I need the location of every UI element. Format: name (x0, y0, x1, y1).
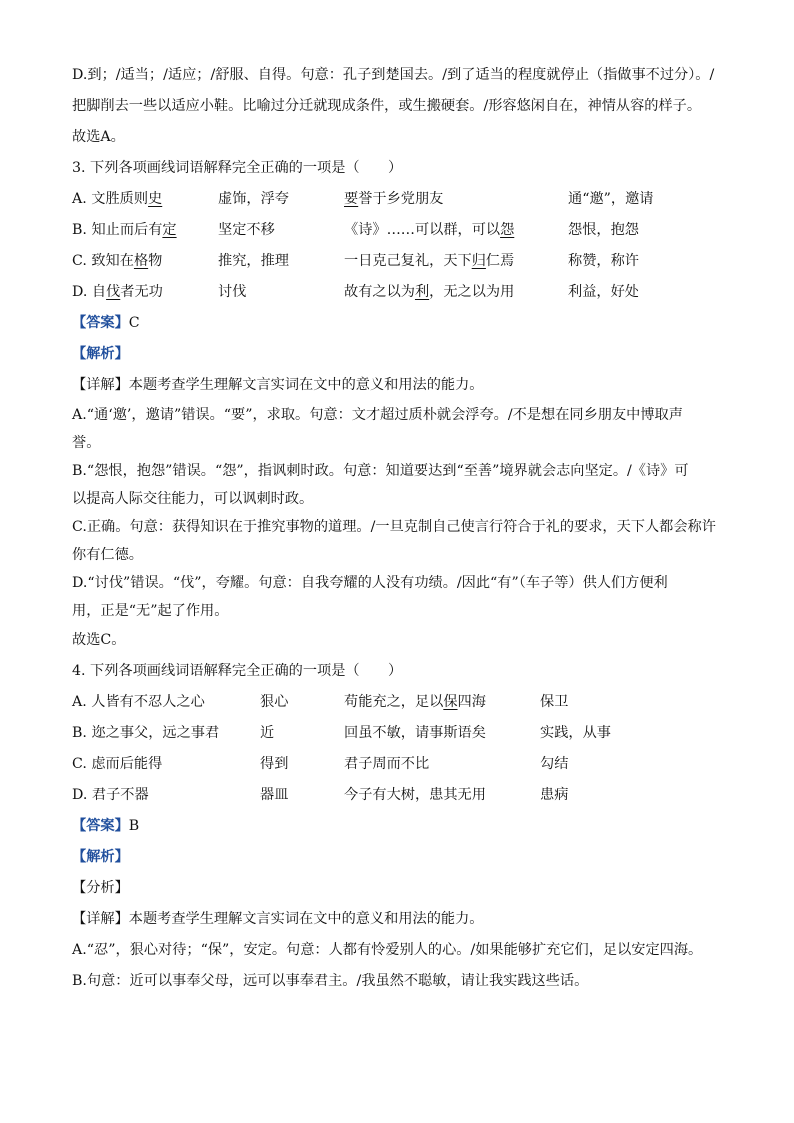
phrase-2: 《诗》……可以群，可以怨 (344, 222, 515, 238)
q3-explanation-line: A.“通‘邀’，邀请”错误。“要”，求取。句意：文才超过质朴就会浮夸。/不是想在同乡朋友中博取声 (72, 407, 683, 423)
q3-explanation-line: 以提高人际交往能力，可以讽刺时政。 (72, 491, 314, 507)
answer-value: C (128, 315, 140, 331)
detail-text: 本题考查学生理解文言实词在文中的意义和用法的能力。 (128, 911, 484, 927)
phrase-2: 要誉于乡党朋友 (344, 191, 444, 207)
q4-option-d (72, 780, 732, 811)
q4-fenxi-heading (72, 873, 732, 904)
marked-word: 迩 (91, 725, 106, 741)
q3-options (72, 184, 732, 308)
explanation-1: 得到 (260, 756, 289, 772)
detail-tag: 【详解】 (72, 911, 129, 927)
q3-explanation-line: C.正确。句意：获得知识在于推究事物的道理。/一旦克制自己使言行符合于礼的要求，天下人都会称许 (72, 519, 716, 535)
q3-option-a (72, 184, 732, 215)
underlined-word: 利 (414, 284, 430, 300)
phrase-1: C. 虑而后能得 (72, 756, 163, 772)
explanation-1: 虚饰，浮夸 (218, 191, 289, 207)
analysis-tag: 【解析】 (72, 849, 129, 865)
explanation-1: 狠心 (260, 694, 289, 710)
answer-value: B (128, 818, 140, 834)
underlined-word: 格 (133, 253, 149, 269)
explanation-2: 通“邀”，邀请 (568, 191, 654, 207)
marked-word: 器 (134, 787, 149, 803)
phrase-1: D. 自伐者无功 (72, 284, 163, 300)
explanation-1: 近 (260, 725, 275, 741)
underlined-word: 伐 (106, 284, 121, 300)
explanation-2: 怨恨，抱怨 (568, 222, 639, 238)
phrase-2: 君子周而不比 (344, 756, 430, 772)
fenxi-tag: 【分析】 (72, 880, 129, 896)
analysis-tag: 【解析】 (72, 346, 129, 362)
q3-detail (72, 370, 732, 401)
q3-option-c (72, 246, 732, 277)
phrase-1: A. 文胜质则史 (72, 191, 163, 207)
q2-explanation-line: D.到；/适当；/适应；/舒服、自得。句意：孔子到楚国去。/到了适当的程度就停止（指做事不过分）。/ (72, 67, 715, 83)
q4-option-b (72, 718, 732, 749)
q3-explanation-line: D.“讨伐”错误。“伐”，夸耀。句意：自我夸耀的人没有功绩。/因此“有”（车子等）供人们方便利 (72, 575, 668, 591)
q3-option-b (72, 215, 732, 246)
explanation-2: 称赞，称许 (568, 253, 639, 269)
marked-word: 得 (148, 756, 163, 772)
explanation-2: 保卫 (540, 694, 569, 710)
underlined-word: 怨 (500, 222, 515, 238)
explanation-2: 实践，从事 (540, 725, 611, 741)
phrase-1: C. 致知在格物 (72, 253, 163, 269)
phrase-1: A. 人皆有不忍人之心 (72, 694, 205, 710)
q3-explanation-line: B.“怨恨，抱怨”错误。“怨”，指讽刺时政。句意：知道要达到“至善”境界就会志向坚定。/《诗》可 (72, 463, 689, 479)
explanation-2: 利益，好处 (568, 284, 639, 300)
explanation-1: 推究，推理 (218, 253, 289, 269)
phrase-2: 苟能充之，足以保四海 (344, 694, 486, 710)
underlined-word: 要 (344, 191, 359, 207)
detail-text: 本题考查学生理解文言实词在文中的意义和用法的能力。 (128, 377, 484, 393)
q4-analysis-heading (72, 842, 732, 873)
explanation-1: 讨伐 (218, 284, 247, 300)
phrase-2: 今子有大树，患其无用 (344, 787, 486, 803)
q4-explanation-line: B.句意：近可以事奉父母，远可以事奉君主。/我虽然不聪敏，请让我实践这些话。 (72, 973, 589, 989)
q2-choice: 故选A。 (72, 129, 125, 145)
explanation-2: 勾结 (540, 756, 569, 772)
q4-explanation-line: A.“忍”，狠心对待；“保”，安定。句意：人都有怜爱别人的心。/如果能够扩充它们，足以安定四海。 (72, 942, 703, 958)
q3-option-d (72, 277, 732, 308)
phrase-1: D. 君子不器 (72, 787, 149, 803)
q4-stem: 4. 下列各项画线词语解释完全正确的一项是（ ） (72, 663, 403, 679)
explanation-1: 器皿 (260, 787, 289, 803)
q4-options (72, 687, 732, 811)
detail-tag: 【详解】 (72, 377, 129, 393)
q3-choice: 故选C。 (72, 632, 126, 648)
underlined-word: 史 (148, 191, 163, 207)
marked-word: 比 (414, 756, 430, 772)
answer-tag: 【答案】 (72, 315, 129, 331)
q3-answer (72, 308, 732, 339)
q3-explanation-line: 你有仁德。 (72, 547, 143, 563)
document-page (72, 60, 732, 997)
q3-explanation-line: 用，正是“无”起了作用。 (72, 603, 229, 619)
marked-word: 患 (429, 787, 444, 803)
phrase-1: B. 迩之事父，远之事君 (72, 725, 220, 741)
q3-explanation-line: 誉。 (72, 435, 101, 451)
q4-option-a (72, 687, 732, 718)
phrase-2: 故有之以为利，无之以为用 (344, 284, 515, 300)
answer-tag: 【答案】 (72, 818, 129, 834)
q4-answer (72, 811, 732, 842)
q3-analysis-heading (72, 339, 732, 370)
explanation-2: 患病 (540, 787, 569, 803)
q3-stem: 3. 下列各项画线词语解释完全正确的一项是（ ） (72, 160, 403, 176)
underlined-word: 保 (443, 694, 458, 710)
underlined-word: 归 (471, 253, 486, 269)
marked-word: 事 (429, 725, 444, 741)
marked-word: 忍 (148, 694, 163, 710)
q4-detail (72, 904, 732, 935)
q4-option-c (72, 749, 732, 780)
q2-explanation-line: 把脚削去一些以适应小鞋。比喻过分迁就现成条件，或生搬硬套。/形容悠闲自在，神情从容的样子。 (72, 98, 702, 114)
explanation-1: 坚定不移 (218, 222, 275, 238)
phrase-2: 一日克己复礼，天下归仁焉 (344, 253, 515, 269)
underlined-word: 定 (162, 222, 177, 238)
phrase-2: 回虽不敏，请事斯语矣 (344, 725, 486, 741)
phrase-1: B. 知止而后有定 (72, 222, 177, 238)
